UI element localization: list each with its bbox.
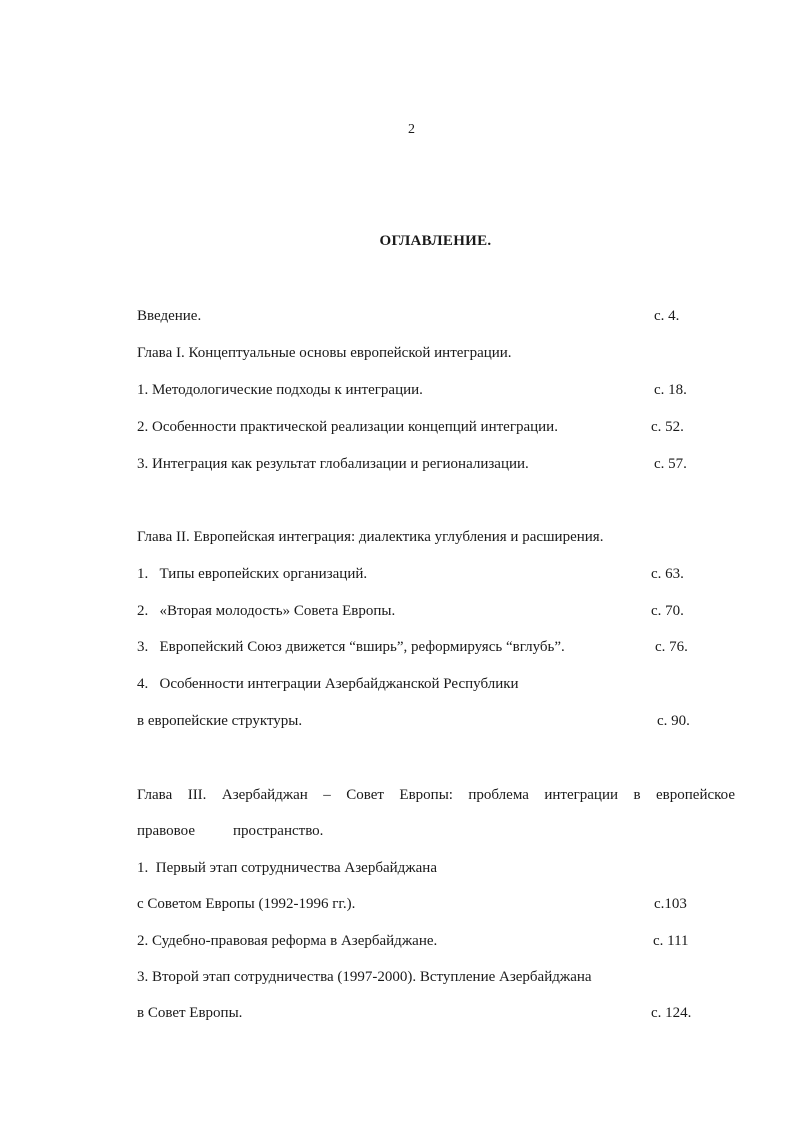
toc-entry-2-3: 3. Европейский Союз движется “вширь”, реформируясь “вглубь”. [137,639,565,655]
toc-ref-1-2: с. 52. [651,419,684,435]
toc-ref-3-2: с. 111 [653,933,689,949]
toc-entry-2-1: 1. Типы европейских организаций. [137,566,368,582]
toc-ref-1-1: с. 18. [654,382,687,398]
toc-ref-3-3: с. 124. [651,1005,692,1021]
toc-ref-1-3: с. 57. [654,456,687,472]
toc-entry-3-3: 3. Второй этап сотрудничества (1997-2000). Вступление Азербайджана [137,969,592,985]
page-number: 2 [408,122,415,137]
toc-entry-2-4: 4. Особенности интеграции Азербайджанской Республики [137,676,519,692]
toc-chapter-3-cont [137,822,323,840]
toc-entry-introduction: Введение. [137,308,202,324]
toc-ref-2-1: с. 63. [651,566,684,582]
toc-entry-1-2: 2. Особенности практической реализации концепций интеграции. [137,419,558,435]
toc-entry-2-2: 2. «Вторая молодость» Совета Европы. [137,603,396,619]
toc-ref-introduction: с. 4. [654,308,680,324]
toc-entry-1-1: 1. Методологические подходы к интеграции. [137,382,423,398]
toc-ref-2-3: с. 76. [655,639,688,655]
toc-chapter-3-word-b: пространство. [233,823,324,839]
toc-chapter-3: Глава III. Азербайджан – Совет Европы: проблема интеграции в европейское [137,787,735,803]
toc-chapter-3-word-a: правовое [137,823,195,839]
toc-chapter-2: Глава II. Европейская интеграция: диалектика углубления и расширения. [137,529,604,545]
toc-entry-3-2: 2. Судебно-правовая реформа в Азербайджане. [137,933,438,949]
toc-entry-3-1-cont: с Советом Европы (1992-1996 гг.). [137,896,356,912]
toc-entry-2-4-cont: в европейские структуры. [137,713,303,729]
toc-entry-1-3: 3. Интеграция как результат глобализации и регионализации. [137,456,529,472]
toc-entry-3-1: 1. Первый этап сотрудничества Азербайджана [137,860,437,876]
toc-entry-3-3-cont: в Совет Европы. [137,1005,243,1021]
toc-chapter-1: Глава I. Концептуальные основы европейской интеграции. [137,345,512,361]
toc-ref-3-1: с.103 [654,896,687,912]
toc-title: ОГЛАВЛЕНИЕ. [379,233,492,249]
toc-ref-2-2: с. 70. [651,603,684,619]
toc-ref-2-4: с. 90. [657,713,690,729]
